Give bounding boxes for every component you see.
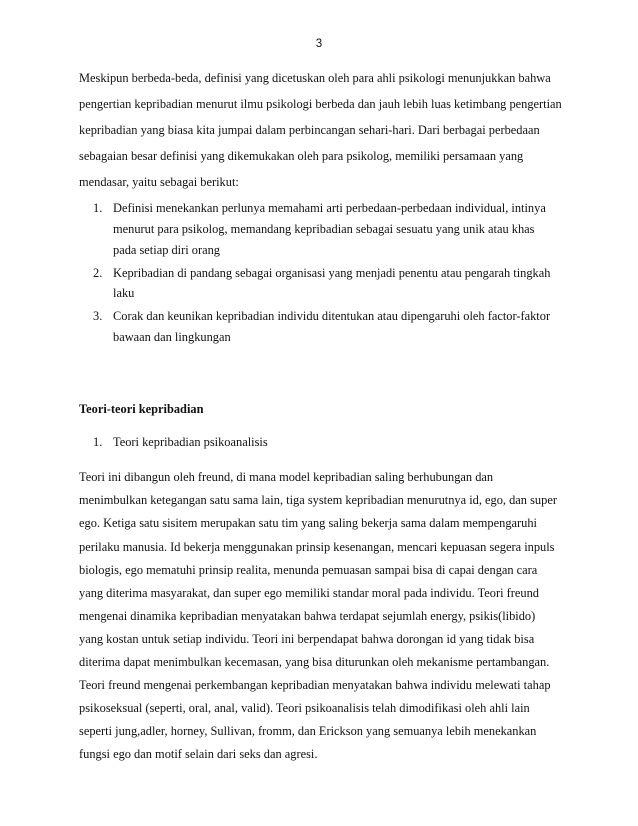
intro-line: mendasar, yaitu sebagai berikut: <box>79 175 239 189</box>
body-line: menimbulkan ketegangan satu sama lain, tiga system kepribadian menurutnya id, ego, dan super <box>79 493 557 507</box>
body-line: perilaku manusia. Id bekerja menggunakan prinsip kesenangan, mencari kepuasan segera inpuls <box>79 540 555 554</box>
sub-item-text: Teori kepribadian psikoanalisis <box>113 435 268 449</box>
list-item-line: pada setiap diri orang <box>113 243 221 257</box>
section-heading: Teori-teori kepribadian <box>79 402 204 416</box>
body-line: fungsi ego dan motif selain dari seks dan agresi. <box>79 747 318 761</box>
body-line: seperti jung,adler, horney, Sullivan, fromm, dan Erickson yang semuanya lebih menekankan <box>79 724 537 738</box>
list-number: 3. <box>93 309 103 323</box>
intro-line: sebagaian besar definisi yang dikemukakan oleh para psikolog, memiliki persamaan yang <box>79 149 524 163</box>
list-item-line: Corak dan keunikan kepribadian individu ditentukan atau dipengaruhi oleh factor-faktor <box>113 309 551 323</box>
body-line: ego. Ketiga satu sisitem merupakan satu tim yang saling bekerja sama dalam mempengaruhi <box>79 516 537 530</box>
list-item-line: Definisi menekankan perlunya memahami arti perbedaan-perbedaan individual, intinya <box>113 201 546 215</box>
body-line: psikoseksual (seperti, oral, anal, valid). Teori psikoanalisis telah dimodifikasi oleh ahli lain <box>79 701 530 715</box>
list-number: 2. <box>93 266 103 280</box>
sub-item-number: 1. <box>93 435 103 449</box>
intro-line: pengertian kepribadian menurut ilmu psikologi berbeda dan jauh lebih luas ketimbang pengertian <box>79 97 562 111</box>
body-line: biologis, ego mematuhi prinsip realita, menunda pemuasan sampai bisa di capai dengan cara <box>79 563 538 577</box>
list-item-line: Kepribadian di pandang sebagai organisasi yang menjadi penentu atau pengarah tingkah <box>113 266 551 280</box>
intro-line: kepribadian yang biasa kita jumpai dalam perbincangan sehari-hari. Dari berbagai perbedaan <box>79 123 540 137</box>
list-item-line: bawaan dan lingkungan <box>113 330 231 344</box>
body-line: Teori freund mengenai perkembangan kepribadian menyatakan bahwa individu melewati tahap <box>79 678 551 692</box>
intro-line: Meskipun berbeda-beda, definisi yang dicetuskan oleh para ahli psikologi menunjukkan bahwa <box>79 71 551 85</box>
list-item-line: menurut para psikolog, memandang kepribadian sebagai sesuatu yang unik atau khas <box>113 222 535 236</box>
page-number: 3 <box>315 38 323 50</box>
body-line: mengenai dinamika kepribadian menyatakan bahwa terdapat sejumlah energy, psikis(libido) <box>79 609 536 623</box>
list-item-line: laku <box>113 286 135 300</box>
body-line: diterima dapat menimbulkan kecemasan, yang bisa diturunkan oleh mekanisme pertambangan. <box>79 655 550 669</box>
body-line: Teori ini dibangun oleh freund, di mana model kepribadian saling berhubungan dan <box>79 470 494 484</box>
list-number: 1. <box>93 201 103 215</box>
body-line: yang diterima masyarakat, dan super ego memiliki standar moral pada individu. Teori freund <box>79 586 539 600</box>
body-line: yang kostan untuk setiap individu. Teori ini berpendapat bahwa dorongan id yang tidak bisa <box>79 632 535 646</box>
